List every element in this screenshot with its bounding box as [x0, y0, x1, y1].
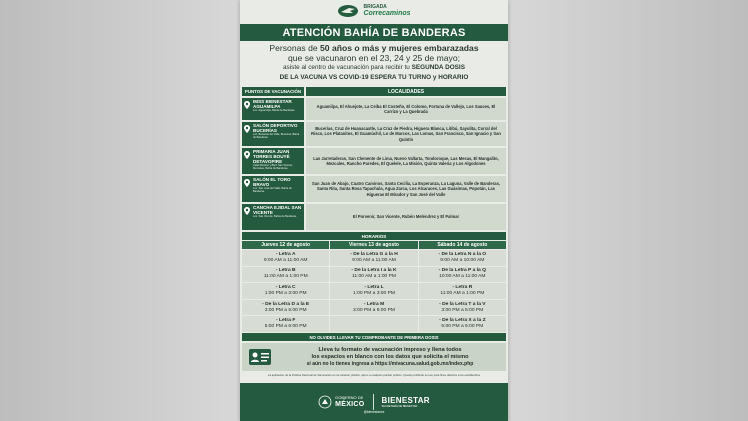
schedule-row: [242, 267, 506, 283]
cell-letters: - De la Letra P a la Q: [438, 268, 486, 274]
cell-letters: - Letra B: [275, 268, 296, 274]
cta-link-line[interactable]: si aún no lo tienes ingresa a https://mivacuna.salud.gob.mx/index.php: [306, 360, 474, 367]
cell-time: 11:00 AM a 1:00 PM: [352, 274, 396, 280]
roadrunner-logo-icon: [337, 4, 359, 18]
cell-time: 1:00 PM a 3:00 PM: [353, 290, 395, 296]
schedule-cell: [330, 300, 417, 316]
footer: [240, 383, 508, 421]
map-pin-icon: [244, 125, 250, 133]
social-handle: @bienestarmx: [363, 410, 385, 414]
cell-time: 3:00 PM a 6:00 PM: [353, 307, 395, 313]
cell-time: 9:00 AM a 10:00 AM: [440, 257, 485, 263]
schedule-cell: [419, 283, 506, 299]
cell-time: 1:00 PM a 3:00 PM: [264, 290, 307, 296]
schedule-grid: [242, 250, 506, 333]
id-card-icon: [248, 347, 272, 367]
intro-text: [246, 44, 502, 82]
cell-letters: - De la Letra T a la V: [439, 301, 486, 307]
cell-letters: - Letra C: [275, 284, 296, 290]
cell-letters: - De la Letra I a la K: [351, 268, 397, 274]
bienestar-logo: [382, 397, 430, 408]
cta-box: [242, 343, 506, 371]
gobierno-logo: [318, 395, 364, 409]
reminder-banner: NO OLVIDES LLEVAR TU COMPROBANTE DE PRIMERA DOSIS: [242, 333, 506, 341]
intro-line3-pre: asiste al centro de vacunación para recibir tu: [283, 64, 412, 71]
intro-line3-bold: SEGUNDA DOSIS: [411, 64, 465, 71]
brand-line2: Correcaminos: [363, 10, 411, 17]
national-seal-icon: [318, 395, 332, 409]
site-name: CANCHA EJIDAL SAN VICENTE: [253, 205, 302, 215]
cell-time: 5:00 PM a 6:00 PM: [441, 324, 484, 330]
cta-line2: los espacios en blanco con los datos que solicita el mismo: [311, 353, 469, 360]
cell-time: 10:00 AM a 11:00 AM: [439, 274, 486, 280]
day-headers: [242, 241, 506, 249]
map-pin-icon: [244, 179, 250, 187]
cell-time: 11:00 AM a 1:00 PM: [263, 274, 308, 280]
site-point-5: [242, 204, 304, 230]
schedule-cell: [242, 316, 329, 332]
schedule-row: [242, 316, 506, 332]
site-localities-1: Aguamilpa, El Ahuejote, La Ceiba El Costeño, El Colomo, Fortuna de Vallejo, Los Sauces, El Carrizo y La Quebrada: [306, 98, 506, 120]
site-localities-2: Bucerías, Cruz de Huanacaxtle, La Cruz de Piedra, Higuera Blanca, Litibú, Sayulita, Corral del Risco, Los Platanitos, El Guamúchil, Lo de Marcos, Las Lomas, San Francisco, San Ignacio y San Quintín: [306, 122, 506, 146]
schedule-header: HORARIOS: [242, 232, 506, 240]
footer-divider: [373, 394, 374, 410]
schedule-cell: [242, 283, 329, 299]
map-pin-icon: [244, 207, 250, 215]
site-point-2: [242, 122, 304, 146]
day-header: Viernes 13 de agosto: [330, 241, 417, 249]
site-localities-4: San Juan de Abajo, Cuatro Caminos, Santa Cecilia, La Esperanza, La Laguna, Valle de Banderas, Santa Rita, Santa Rosa Tapachula, Agua Zarca, Los Alcaraces, Las Guásimas, Popotán, Las Higueras El Mirador y San José del Valle: [306, 176, 506, 202]
cell-letters: - Letra A: [275, 251, 296, 257]
site-point-3: [242, 148, 304, 174]
cell-time: 5:00 PM a 6:00 PM: [264, 324, 307, 330]
schedule-cell: [242, 267, 329, 283]
map-pin-icon: [244, 101, 250, 109]
site-point-4: [242, 176, 304, 202]
schedule-cell: [330, 250, 417, 266]
schedule-cell: [330, 267, 417, 283]
points-header: PUNTOS DE VACUNACIÓN: [242, 87, 304, 96]
site-address: Loc. San José del Valle, Bahía de Banderas.: [253, 187, 292, 193]
cell-letters: - Letra L: [364, 284, 384, 290]
cell-time: 11:00 AM a 1:00 PM: [440, 290, 485, 296]
legal-disclaimer: La aplicación de la Política Nacional de Vacunación es de carácter público, ajeno a cualquier partido político. Queda prohibido su uso para fines distintos a los establecidos: [267, 373, 481, 377]
cell-time: 3:00 PM a 5:00 PM: [264, 307, 307, 313]
map-pin-icon: [244, 151, 250, 159]
cell-time: 9:00 AM a 11:00 AM: [352, 257, 396, 263]
site-address: Loc. Aguamilpa, Bahía de Banderas.: [253, 109, 296, 112]
site-localities-3: Las Jarretaderas, San Clemente de Lima, Nuevo Vallarta, Tondoroque, Las Mesas, El Mangalito, Mezcales, Rancho Paredes, El Quelele, La Misión, Quinta Valeria y Los Algodones: [306, 148, 506, 174]
cell-letters: - De la Letra N a la O: [438, 251, 487, 257]
site-name: SALÓN DEPORTIVO BUCERÍAS: [253, 123, 298, 133]
schedule-cell: [330, 283, 417, 299]
cell-letters: - De la Letra G a la H: [350, 251, 398, 257]
schedule-row: [242, 300, 506, 316]
brand-line1: BRIGADA: [363, 4, 387, 10]
schedule-cell: [419, 267, 506, 283]
bienestar-subtitle: SECRETARÍA DE BIENESTAR: [381, 404, 418, 408]
schedule-cell: [419, 316, 506, 332]
cell-time: 9:00 AM a 11:00 AM: [263, 257, 308, 263]
bienestar-title: BIENESTAR: [381, 395, 430, 405]
schedule-cell: [242, 300, 329, 316]
day-header: Sábado 14 de agosto: [419, 241, 506, 249]
site-address: Loc. Bucerías del Valle, Bucerías, Bahía de Banderas.: [253, 133, 300, 139]
page-title: ATENCIÓN BAHÍA DE BANDERAS: [240, 24, 508, 41]
schedule-row: [242, 283, 506, 299]
site-address: Loc. San Vicente, Bahía de Banderas.: [253, 215, 297, 218]
schedule-cell: [330, 316, 417, 332]
cell-letters: - Letra R: [452, 284, 473, 290]
schedule-row: [242, 250, 506, 266]
cell-letters: - De la Letra D a la E: [262, 301, 310, 307]
cell-letters: - Letra M: [363, 301, 385, 307]
site-address: Calle Morelos y Blvd. San Vicente, Mezcales, Bahía de Banderas.: [253, 164, 293, 170]
intro-line2: que se vacunaron en el 23, 24 y 25 de mayo;: [288, 52, 460, 63]
site-name: IMSS BIENESTAR AGUAMILPA: [253, 99, 292, 109]
cell-time: 3:00 PM a 5:00 PM: [441, 307, 484, 313]
schedule-cell: [419, 250, 506, 266]
site-point-1: [242, 98, 304, 120]
intro-line1-bold: 50 años o más y mujeres embarazadas: [320, 43, 479, 53]
cta-line1: Lleva tu formato de vacunación impreso y llena todos: [318, 346, 462, 353]
gob-line2: MÉXICO: [335, 400, 365, 408]
cell-letters: - Letra F: [276, 318, 296, 324]
site-name: PRIMARIA JUAN TORRES BOUYÉ DETAVOPIRE: [253, 149, 290, 164]
schedule-cell: [419, 300, 506, 316]
intro-line1-pre: Personas de: [269, 43, 321, 53]
brigada-logo: [240, 0, 508, 22]
site-name: SALÓN EL TORO BRAVO: [253, 177, 291, 187]
site-localities-5: El Porvenir, San Vicente, Rubén Meléndrez y El Palmar: [306, 204, 506, 230]
schedule-cell: [242, 250, 329, 266]
localities-header: LOCALIDADES: [306, 87, 506, 96]
gob-line1: GOBIERNO DE: [335, 395, 364, 401]
vaccination-poster: [240, 0, 508, 421]
day-header: Jueves 12 de agosto: [242, 241, 329, 249]
intro-line4: DE LA VACUNA VS COVID-19 ESPERA TU TURNO y HORARIO: [279, 73, 469, 81]
cell-letters: - De la Letra X a la Z: [439, 318, 486, 324]
